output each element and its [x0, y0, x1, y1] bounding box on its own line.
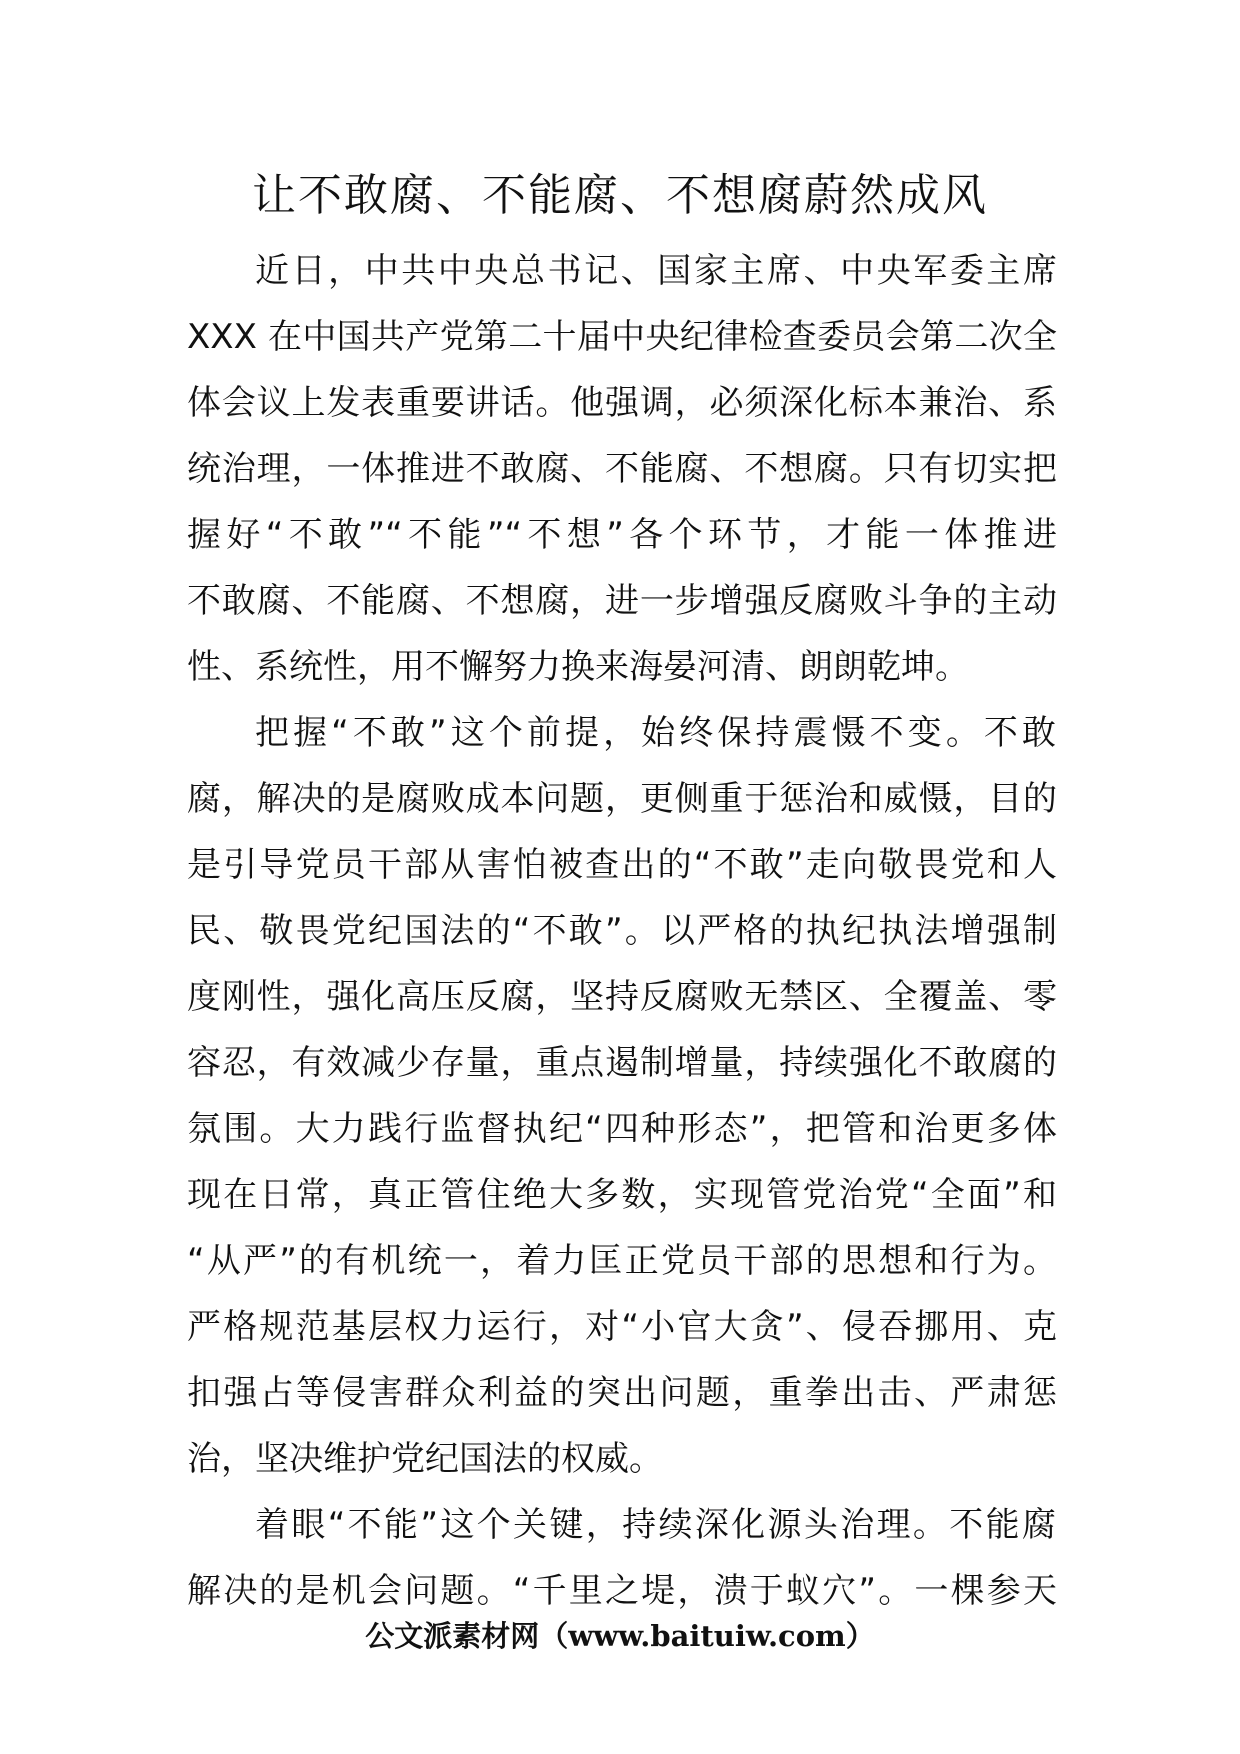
text-line: 不敢腐、不能腐、不想腐，进一步增强反腐败斗争的主动	[187, 581, 1057, 621]
text-line: 握好“不敢”“不能”“不想”各个环节，才能一体推进	[187, 515, 1057, 555]
text-line: 体会议上发表重要讲话。他强调，必须深化标本兼治、系	[187, 383, 1057, 423]
footer-watermark: 公文派素材网（www.baituiw.com）	[365, 1619, 875, 1653]
paragraph-2	[187, 700, 1057, 1492]
text-line: 性、系统性，用不懈努力换来海晏河清、朗朗乾坤。	[187, 647, 969, 687]
text-line: 统治理，一体推进不敢腐、不能腐、不想腐。只有切实把	[187, 449, 1057, 489]
text-line: 现在日常，真正管住绝大多数，实现管党治党“全面”和	[187, 1175, 1057, 1215]
text-line: XXX 在中国共产党第二十届中央纪律检查委员会第二次全	[187, 317, 1057, 357]
text-line: 民、敬畏党纪国法的“不敢”。以严格的执纪执法增强制	[187, 911, 1057, 951]
paragraph-heading-line: 把握“不敢”这个前提，始终保持震慑不变。不敢	[255, 713, 1057, 753]
text-line: 近日，中共中央总书记、国家主席、中央军委主席	[255, 251, 1057, 291]
text-line: 是引导党员干部从害怕被查出的“不敢”走向敬畏党和人	[187, 845, 1057, 885]
text-line: 严格规范基层权力运行，对“小官大贪”、侵吞挪用、克	[187, 1307, 1057, 1347]
text-line: “从严”的有机统一，着力匡正党员干部的思想和行为。	[187, 1241, 1057, 1281]
text-line: 扣强占等侵害群众利益的突出问题，重拳出击、严肃惩	[187, 1373, 1057, 1413]
paragraph-1	[187, 238, 1057, 700]
text-line: 治，坚决维护党纪国法的权威。	[187, 1439, 663, 1479]
paragraph-heading-line: 着眼“不能”这个关键，持续深化源头治理。不能腐	[255, 1505, 1057, 1545]
text-line: 解决的是机会问题。“千里之堤，溃于蚁穴”。一棵参天	[187, 1571, 1057, 1611]
text-line: 容忍，有效减少存量，重点遏制增量，持续强化不敢腐的	[187, 1043, 1057, 1083]
text-line: 度刚性，强化高压反腐，坚持反腐败无禁区、全覆盖、零	[187, 977, 1057, 1017]
document-title: 让不敢腐、不能腐、不想腐蔚然成风	[252, 170, 988, 221]
text-line: 氛围。大力践行监督执纪“四种形态”，把管和治更多体	[187, 1109, 1057, 1149]
text-line: 腐，解决的是腐败成本问题，更侧重于惩治和威慑，目的	[187, 779, 1057, 819]
document-body	[187, 238, 1057, 1624]
paragraph-3	[187, 1492, 1057, 1624]
